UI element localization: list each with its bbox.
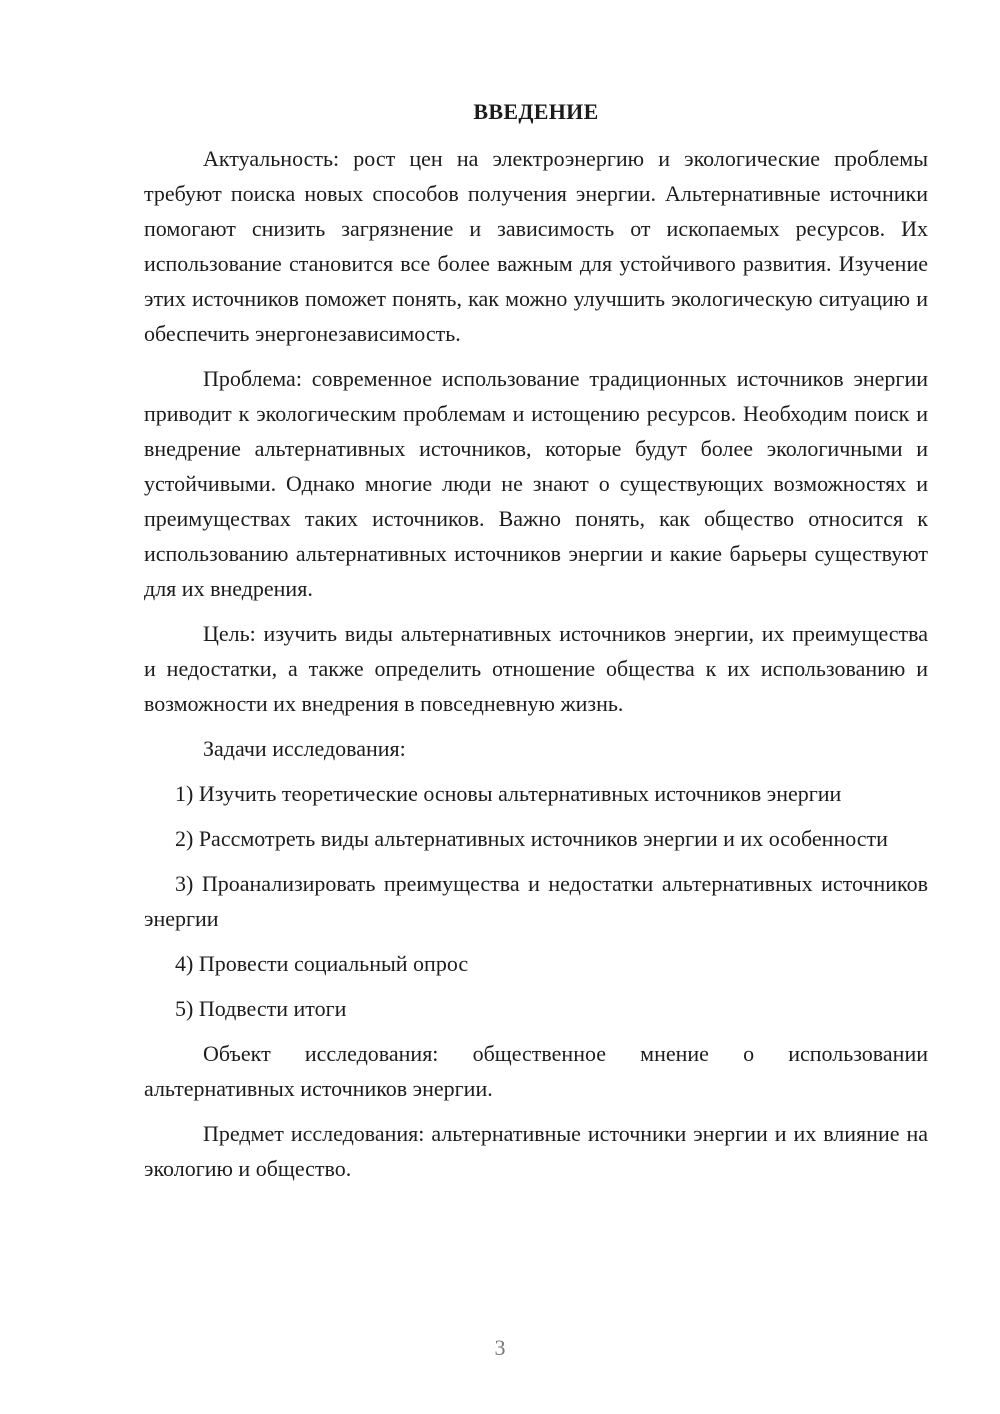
task-item-4: 4) Провести социальный опрос xyxy=(175,951,469,976)
paragraph-subject: Предмет исследования: альтернативные источники энергии и их влияние на экологию и общество. xyxy=(144,1121,928,1181)
paragraph-relevance: Актуальность: рост цен на электроэнергию и экологические проблемы требуют поиска новых способов получения энергии. Альтернативные источники помогают снизить загрязнение и зависимость от ископаемых ресурсов. Их использование становится все более важным для устойчивого развития. Изучение этих источников поможет понять, как можно улучшить экологическую ситуацию и обеспечить энергонезависимость. xyxy=(144,146,928,346)
task-item-5: 5) Подвести итоги xyxy=(175,996,347,1021)
page-content xyxy=(144,94,928,1196)
page-number: 3 xyxy=(494,1335,506,1360)
paragraph-object: Объект исследования: общественное мнение о использовании альтернативных источников энергии. xyxy=(144,1041,928,1101)
paragraph-tasks-heading: Задачи исследования: xyxy=(203,736,406,761)
paragraph-goal: Цель: изучить виды альтернативных источников энергии, их преимущества и недостатки, а также определить отношение общества к их использованию и возможности их внедрения в повседневную жизнь. xyxy=(144,621,928,716)
task-item-2: 2) Рассмотреть виды альтернативных источников энергии и их особенности xyxy=(175,826,888,851)
section-heading: ВВЕДЕНИЕ xyxy=(473,99,599,124)
task-item-1: 1) Изучить теоретические основы альтернативных источников энергии xyxy=(175,781,842,806)
paragraph-problem: Проблема: современное использование традиционных источников энергии приводит к экологическим проблемам и истощению ресурсов. Необходим поиск и внедрение альтернативных источников, которые будут более экологичными и устойчивыми. Однако многие люди не знают о существующих возможностях и преимуществах таких источников. Важно понять, как общество относится к использованию альтернативных источников энергии и какие барьеры существуют для их внедрения. xyxy=(144,366,928,601)
task-item-3: 3) Проанализировать преимущества и недостатки альтернативных источников энергии xyxy=(144,871,928,931)
